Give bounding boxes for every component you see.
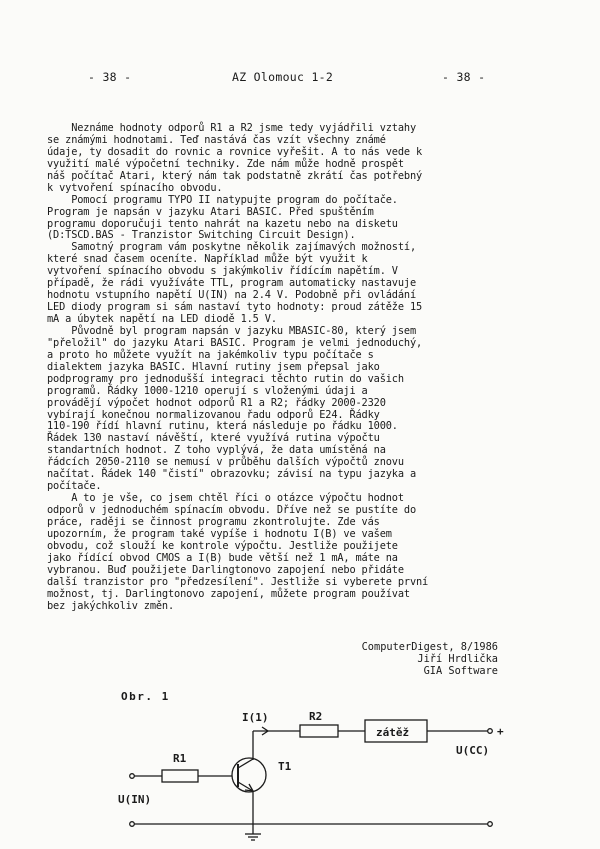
body-line: (D:TSCD.BAS - Tranzistor Switching Circuit Design).: [47, 229, 356, 242]
page-header-title: AZ Olomouc 1-2: [232, 70, 334, 84]
body-line: vybranou. Buď použijete Darlingtonovo zapojení nebo přidáte: [47, 563, 404, 576]
r2-label: R2: [309, 710, 323, 723]
body-line: hodnotu vstupního napětí U(IN) na 2.4 V. Podobně při ovládání: [47, 289, 417, 302]
body-line: práce, raději se činnost programu zkontrolujte. Zde vás: [47, 515, 380, 528]
body-line: Program je napsán v jazyku Atari BASIC. Před spuštěním: [47, 205, 374, 218]
body-line: vytvoření spínacího obvodu s jakýmkoliv řídícím napětím. V: [47, 265, 398, 278]
ground-terminal-right: [488, 822, 493, 827]
current-label: I(1): [242, 711, 269, 724]
page-number-left: - 38 -: [88, 70, 132, 84]
body-line: dialektem jazyka BASIC. Hlavní rutiny jsem přepsal jako: [47, 360, 380, 373]
r1-label: R1: [173, 752, 187, 765]
body-line: Neznáme hodnoty odporů R1 a R2 jsme tedy vyjádřili vztahy: [47, 122, 417, 134]
body-line: k vytvoření spínacího obvodu.: [47, 181, 223, 194]
body-line: bez jakýchkoliv změn.: [47, 599, 175, 612]
body-line: "přeložil" do jazyku Atari BASIC. Program je velmi jednoduchý,: [47, 336, 423, 349]
ucc-label: U(CC): [456, 744, 490, 757]
body-line: údaje, ty dosadit do rovnic a rovnice vyřešit. A to nás vede k: [47, 145, 423, 158]
body-line: Řádek 130 nastaví návěští, které využívá rutina výpočtu: [47, 432, 380, 445]
body-line: využití malé výpočetní techniky. Zde nám může hodně prospět: [47, 157, 404, 170]
body-line: Pomocí programu TYPO II natypujte program do počítače.: [47, 193, 398, 206]
body-line: počítače.: [47, 480, 102, 493]
body-line: 110-190 řídí hlavní rutinu, která následuje po řádku 1000.: [47, 420, 398, 433]
body-line: A to je vše, co jsem chtěl říci o otázce výpočtu hodnot: [47, 492, 404, 505]
body-line: vybírají konečnou normalizovanou řadu odporů E24. Řádky: [47, 408, 380, 421]
body-line: a proto ho můžete využít na jakémkoliv typu počítače s: [47, 348, 374, 361]
body-line: řádcích 2050-2110 se nemusí v průběhu dalších výpočtů znovu: [47, 456, 404, 469]
t1-label: T1: [278, 760, 292, 773]
figure-label: Obr. 1: [121, 690, 170, 703]
body-line: podprogramy pro jednodušší integraci těchto rutin do vašich: [47, 372, 404, 385]
body-line: načítat. Řádek 140 "čistí" obrazovku; závisí na typu jazyka a: [47, 468, 417, 481]
body-line: další tranzistor pro "předzesílení". Jestliže si vyberete první: [47, 575, 429, 588]
load-label: zátěž: [376, 726, 410, 739]
body-line: provádějí výpočet hodnot odporů R1 a R2; řádky 2000-2320: [47, 396, 386, 409]
body-line: Původně byl program napsán v jazyku MBASIC-80, který jsem: [47, 324, 417, 337]
signature-author: Jiří Hrdlička: [417, 653, 498, 665]
body-line: mA a úbytek napětí na LED diodě 1.5 V.: [47, 313, 277, 325]
r2-resistor: [300, 725, 338, 737]
body-line: upozorním, že program také vypíše i hodnotu I(B) ve vašem: [47, 527, 392, 540]
signature-org: GIA Software: [423, 665, 498, 677]
body-line: obvodu, což slouží ke kontrole výpočtu. Jestliže použijete: [47, 539, 398, 552]
body-line: standartních hodnot. Z toho vyplývá, že data umístěná na: [47, 444, 386, 457]
body-line: náš počítač Atari, který nám tak podstatně zkrátí čas potřebný: [47, 169, 423, 182]
ground-terminal-left: [130, 822, 135, 827]
body-line: Samotný program vám poskytne několik zajímavých možností,: [47, 241, 417, 254]
body-line: LED diody program si sám nastaví tyto hodnoty: proud zátěže 15: [47, 301, 423, 314]
uin-terminal: [130, 774, 135, 779]
body-line: se známými hodnotami. Teď nastává čas vzít všechny známé: [47, 133, 386, 146]
body-line: jako řídící obvod CMOS a I(B) bude větší než 1 mA, máte na: [47, 551, 398, 564]
page-number-right: - 38 -: [442, 70, 486, 84]
body-line: odporů v jednoduchém spínacím obvodu. Dříve než se pustíte do: [47, 504, 417, 516]
body-line: možnost, tj. Darlingtonovo zapojení, můžete program používat: [47, 587, 410, 600]
signature-source: ComputerDigest, 8/1986: [361, 641, 498, 653]
ucc-terminal: [488, 729, 493, 734]
body-line: programu doporučuji tento nahrát na kazetu nebo na disketu: [47, 217, 398, 230]
body-line: případě, že rádi využíváte TTL, program automaticky nastavuje: [47, 277, 417, 290]
body-line: které snad časem oceníte. Například může být využit k: [47, 253, 368, 266]
plus-label: +: [497, 725, 504, 738]
body-line: programů. Řádky 1000-1210 operují s vloženými údaji a: [47, 384, 368, 397]
r1-resistor: [162, 770, 198, 782]
uin-label: U(IN): [118, 793, 152, 806]
